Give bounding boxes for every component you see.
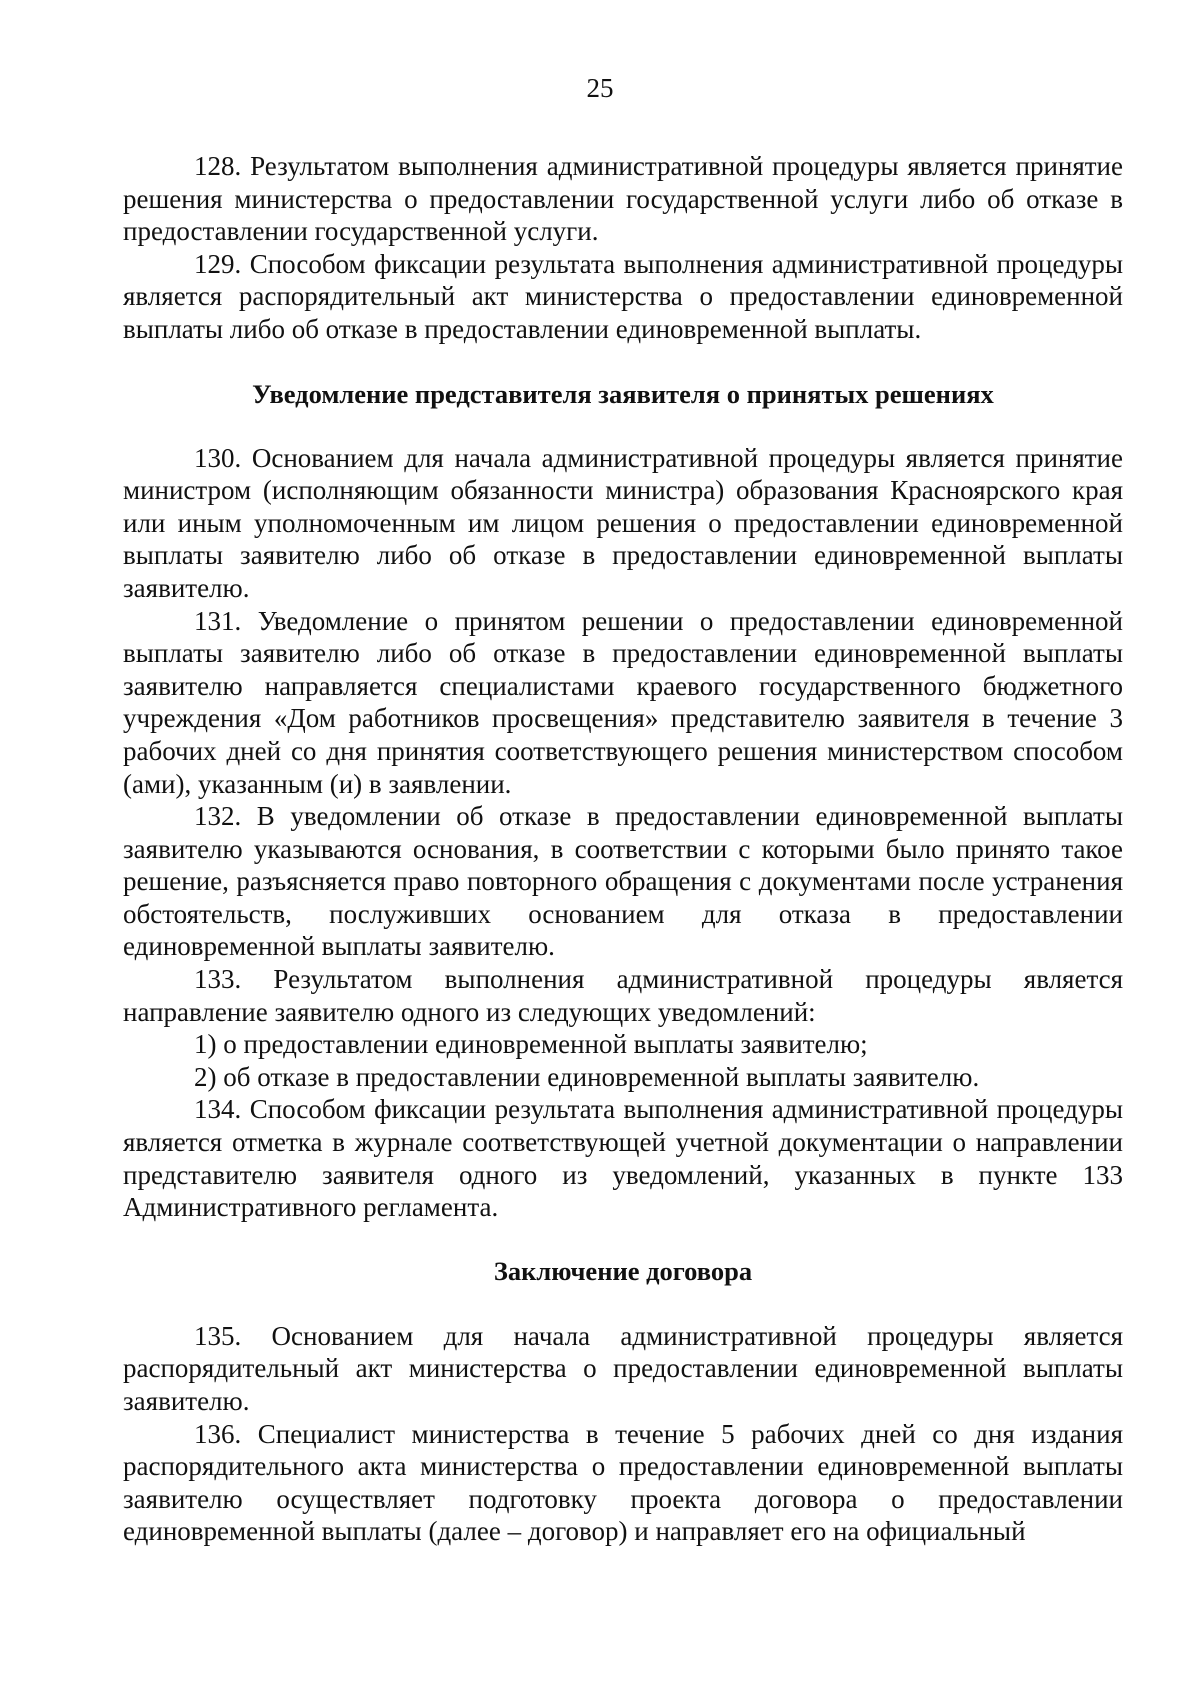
- paragraph-133: 133. Результатом выполнения административной процедуры является направление заявителю одного из следующих уведомлений:: [123, 964, 1123, 1027]
- page-number: 25: [586, 73, 614, 103]
- paragraph-129: 129. Способом фиксации результата выполнения административной процедуры является распорядительный акт министерства о предоставлении единовременной выплаты либо об отказе в предоставлении единовременной выплаты.: [123, 248, 1123, 344]
- paragraph-134: 134. Способом фиксации результата выполнения административной процедуры является отметка в журнале соответствующей учетной документации о направлении представителю заявителя одного из уведомлений, указанных в пункте 133 Административного регламента.: [123, 1094, 1123, 1223]
- list-item-2: 2) об отказе в предоставлении единовременной выплаты заявителю.: [194, 1061, 980, 1092]
- document-body: [123, 150, 1123, 1548]
- paragraph-128: 128. Результатом выполнения административной процедуры является принятие решения министерства о предоставлении государственной услуги либо об отказе в предоставлении государственной услуги.: [123, 151, 1123, 247]
- section-heading-contract: Заключение договора: [493, 1255, 753, 1286]
- paragraph-135: 135. Основанием для начала административной процедуры является распорядительный акт министерства о предоставлении единовременной выплаты заявителю.: [123, 1320, 1123, 1416]
- list-item-1: 1) о предоставлении единовременной выплаты заявителю;: [194, 1029, 868, 1060]
- paragraph-131: 131. Уведомление о принятом решении о предоставлении единовременной выплаты заявителю либо об отказе в предоставлении единовременной выплаты заявителю направляется специалистами краевого государственного бюджетного учреждения «Дом работников просвещения» представителю заявителя в течение 3 рабочих дней со дня принятия соответствующего решения министерством способом (ами), указанным (и) в заявлении.: [123, 605, 1123, 799]
- section-heading-notification: Уведомление представителя заявителя о принятых решениях: [252, 378, 994, 409]
- paragraph-132: 132. В уведомлении об отказе в предоставлении единовременной выплаты заявителю указываются основания, в соответствии с которыми было принято такое решение, разъясняется право повторного обращения с документами после устранения обстоятельств, послуживших основанием для отказа в предоставлении единовременной выплаты заявителю.: [123, 801, 1123, 962]
- paragraph-130: 130. Основанием для начала административной процедуры является принятие министром (исполняющим обязанности министра) образования Красноярского края или иным уполномоченным им лицом решения о предоставлении единовременной выплаты заявителю либо об отказе в предоставлении единовременной выплаты заявителю.: [123, 442, 1123, 603]
- paragraph-136: 136. Специалист министерства в течение 5 рабочих дней со дня издания распорядительного акта министерства о предоставлении единовременной выплаты заявителю осуществляет подготовку проекта договора о предоставлении единовременной выплаты (далее – договор) и направляет его на официальный: [123, 1418, 1123, 1547]
